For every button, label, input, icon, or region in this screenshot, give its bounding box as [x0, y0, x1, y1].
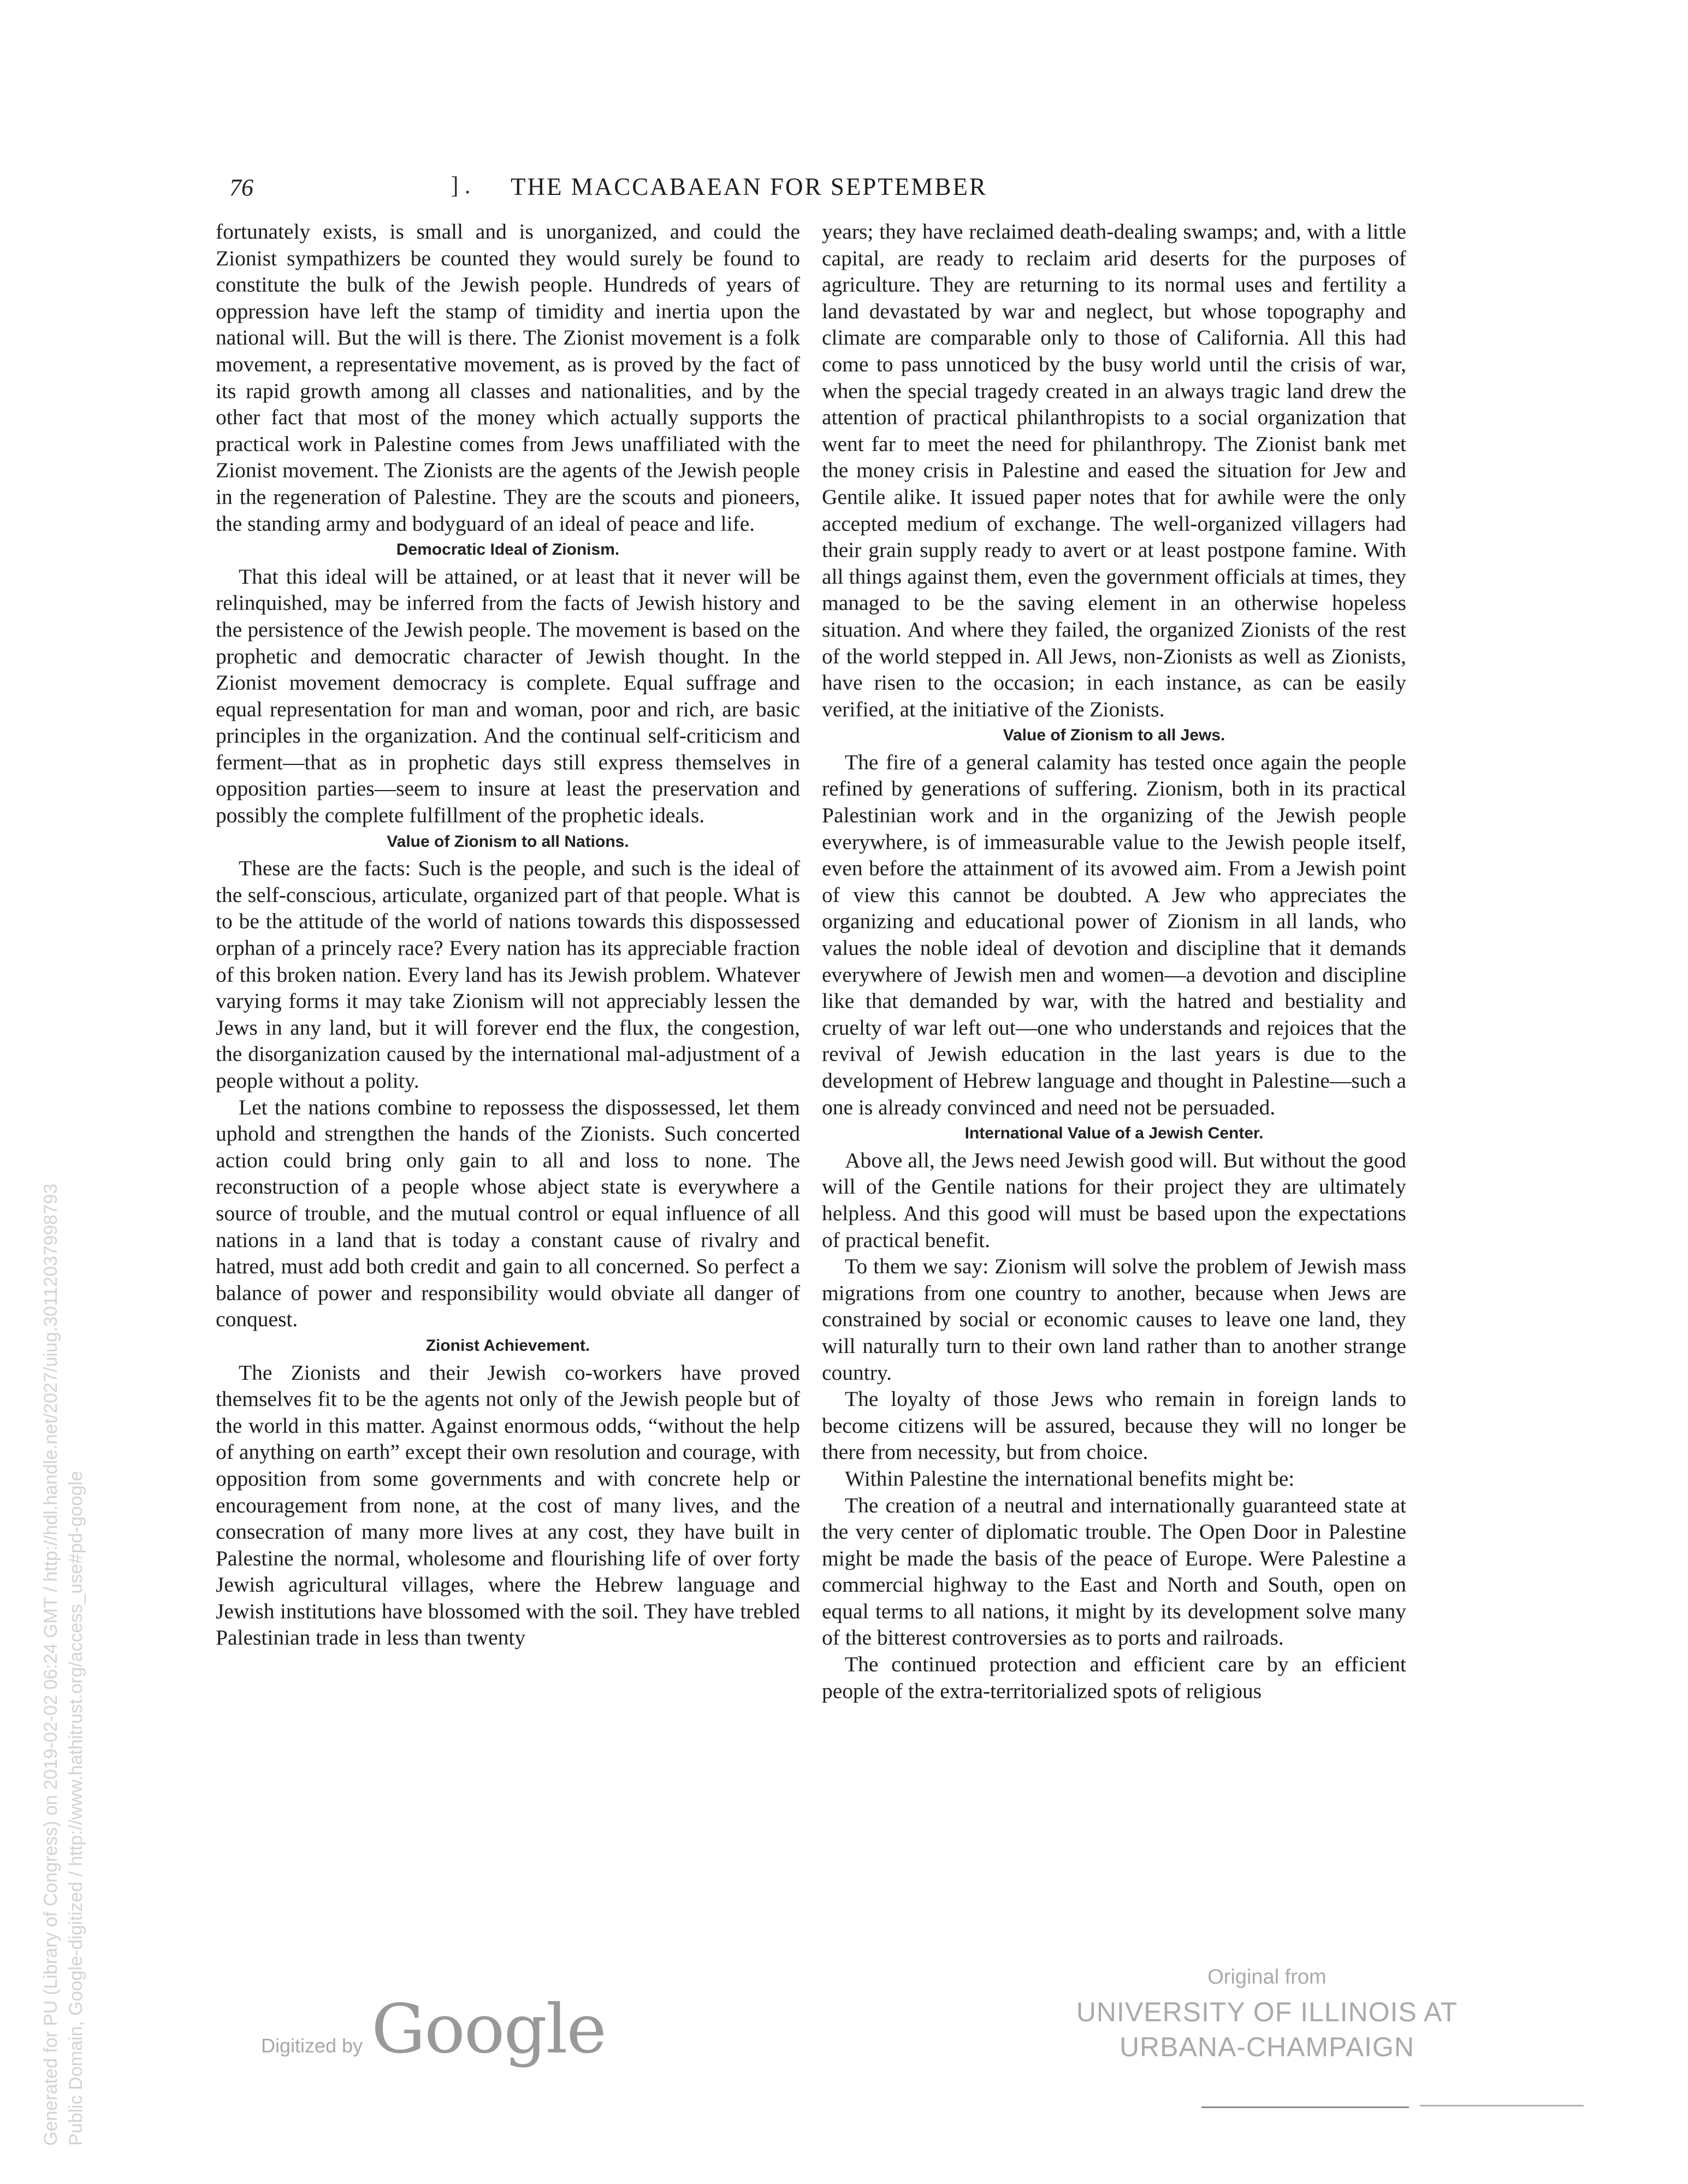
scan-artifact-line [1420, 2105, 1584, 2106]
university-name: UNIVERSITY OF ILLINOIS AT [1076, 1997, 1458, 2027]
section-heading-international-value: International Value of a Jewish Center. [964, 1124, 1264, 1143]
digitized-by-label: Digitized by [261, 2034, 363, 2057]
digitized-by-google [261, 1990, 606, 2069]
left-paragraph-1: fortunately exists, is small and is unorganized, and could the Zionist sympathizers be counted they would surely be found to constitute the bulk of the Jewish people. Hundreds of years of oppression have left the stamp of timidity and inertia upon the national will. But the will is there. The Zionist movement is a folk movement, a representative movement, as is proved by the fact of its rapid growth among all classes and nationalities, and by the other fact that most of the money which actually supports the practical work in Palestine comes from Jews unaffiliated with the Zionist movement. The Zionists are the agents of the Jewish people in the regeneration of Palestine. They are the scouts and pioneers, the standing army and bodyguard of an ideal of peace and life. [216, 219, 800, 536]
university-city: URBANA-CHAMPAIGN [1119, 2032, 1415, 2062]
section-heading-value-to-jews: Value of Zionism to all Jews. [1003, 726, 1225, 745]
right-paragraph-4: To them we say: Zionism will solve the problem of Jewish mass migrations from one country to another, because when Jews are constrained by social or economic causes to leave one land, they will naturally turn to their own land rather than to another strange country. [822, 1254, 1406, 1385]
right-paragraph-2: The fire of a general calamity has tested once again the people refined by generations of suffering. Zionism, both in its practical Palestinian work and in the organizing of the Jewish people everywhere, is of immeasurable value to the Jewish people itself, even before the attainment of its avowed aim. From a Jewish point of view this cannot be doubted. A Jew who appreciates the organizing and educational power of Zionism in all lands, who values the noble ideal of devotion and discipline that it demands everywhere of Jewish men and women—a devotion and discipline like that demanded by war, with the hatred and bestiality and cruelty of war left out—one who understands and rejoices that the revival of Jewish education in the last years is due to the development of Hebrew language and thought in Palestine—such a one is already convinced and need not be persuaded. [822, 750, 1406, 1119]
header-mark: ] . [451, 172, 471, 199]
original-from-label: Original from [1207, 1966, 1326, 1989]
right-paragraph-7: The creation of a neutral and internationally guaranteed state at the very center of diplomatic trouble. The Open Door in Palestine might be made the basis of the peace of Europe. Were Palestine a commercial highway to the East and North and South, open on equal terms to all nations, it might by its development solve many of the bitterest controversies as to ports and railroads. [822, 1493, 1406, 1650]
left-paragraph-3: These are the facts: Such is the people, and such is the ideal of the self-conscious, articulate, organized part of that people. What is to be the attitude of the world of nations towards this dispossessed orphan of a princely race? Every nation has its appreciable fraction of this broken nation. Every land has its Jewish problem. Whatever varying forms it may take Zionism will not appreciably lessen the Jews in any land, but it will forever end the flux, the congestion, the disorganization caused by the international mal-adjustment of a people without a polity. [216, 856, 800, 1093]
right-paragraph-6: Within Palestine the international benefits might be: [845, 1466, 1295, 1491]
access-stamp-line-1: Generated for PU (Library of Congress) on 2019-02-02 06:24 GMT / http://hdl.handle.net/2027/uiug.30112037998793 [40, 1183, 61, 2146]
section-heading-value-to-nations: Value of Zionism to all Nations. [387, 832, 629, 851]
page-number: 76 [229, 174, 253, 201]
google-logo: Google [371, 1990, 606, 2069]
right-paragraph-8: The continued protection and efficient care by an efficient people of the extra-territorialized spots of religious [822, 1652, 1406, 1703]
scan-artifact-line [1201, 2106, 1409, 2108]
section-heading-democratic-ideal: Democratic Ideal of Zionism. [396, 541, 620, 559]
left-column [216, 218, 800, 1651]
right-paragraph-5: The loyalty of those Jews who remain in foreign lands to become citizens will be assured, because they will no longer be there from necessity, but from choice. [822, 1387, 1406, 1464]
right-paragraph-3: Above all, the Jews need Jewish good will. But without the good will of the Gentile nations for their project they are ultimately helpless. And this good will must be based upon the expectations of practical benefit. [822, 1148, 1406, 1252]
right-column [822, 218, 1406, 1704]
original-source-watermark [1054, 1966, 1480, 2064]
left-paragraph-5: The Zionists and their Jewish co-workers have proved themselves fit to be the agents not only of the Jewish people but of the world in this matter. Against enormous odds, “without the help of anything on earth” except their own resolution and courage, with opposition from some governments and with concrete help or encouragement from none, at the cost of many lives, and the consecration of many more lives at any cost, they have built in Palestine the normal, wholesome and flourishing life of over forty Jewish agricultural villages, where the Hebrew language and Jewish institutions have blossomed with the soil. They have trebled Palestinian trade in less than twenty [216, 1360, 800, 1650]
right-paragraph-1: years; they have reclaimed death-dealing swamps; and, with a little capital, are ready to reclaim arid deserts for the purposes of agriculture. They are returning to its normal uses and fertility a land devastated by war and neglect, but whose topography and climate are comparable only to those of California. All this had come to pass unnoticed by the busy world until the crisis of war, when the special tragedy created in an always tragic land drew the attention of practical philanthropists to a social organization that went far to meet the need for philanthropy. The Zionist bank met the money crisis in Palestine and eased the situation for Jew and Gentile alike. It issued paper notes that for awhile were the only accepted medium of exchange. The well-organized villagers had their grain supply ready to avert or at least postpone famine. With all things against them, even the government officials at times, they managed to be the saving element in an otherwise hopeless situation. And where they failed, the organized Zionists of the rest of the world stepped in. All Jews, non-Zionists as well as Zionists, have risen to the occasion; in each instance, as can be easily verified, at the initiative of the Zionists. [822, 219, 1406, 721]
hathitrust-access-stamp [38, 1184, 88, 2146]
left-paragraph-2: That this ideal will be attained, or at least that it never will be relinquished, may be inferred from the facts of Jewish history and the persistence of the Jewish people. The movement is based on the prophetic and democratic character of Jewish thought. In the Zionist movement democracy is complete. Equal suffrage and equal representation for man and woman, poor and rich, are basic principles in the organization. And the continual self-criticism and ferment—that as in prophetic days still express themselves in opposition parties—seem to insure at least the preservation and possibly the complete fulfillment of the prophetic ideals. [216, 564, 800, 828]
running-head: THE MACCABAEAN FOR SEPTEMBER [511, 173, 987, 200]
left-paragraph-4: Let the nations combine to repossess the dispossessed, let them uphold and strengthen the hands of the Zionists. Such concerted action could bring only gain to all and loss to none. The reconstruction of a people whose abject state is everywhere a source of trouble, and the mutual control or equal influence of all nations in a land that is today a constant cause of rivalry and hatred, must add both credit and gain to all concerned. So perfect a balance of power and responsibility would obviate all danger of conquest. [216, 1095, 800, 1332]
access-stamp-line-2: Public Domain, Google-digitized / http://www.hathitrust.org/access_use#pd-google [66, 1470, 86, 2146]
section-heading-zionist-achievement: Zionist Achievement. [425, 1336, 590, 1355]
